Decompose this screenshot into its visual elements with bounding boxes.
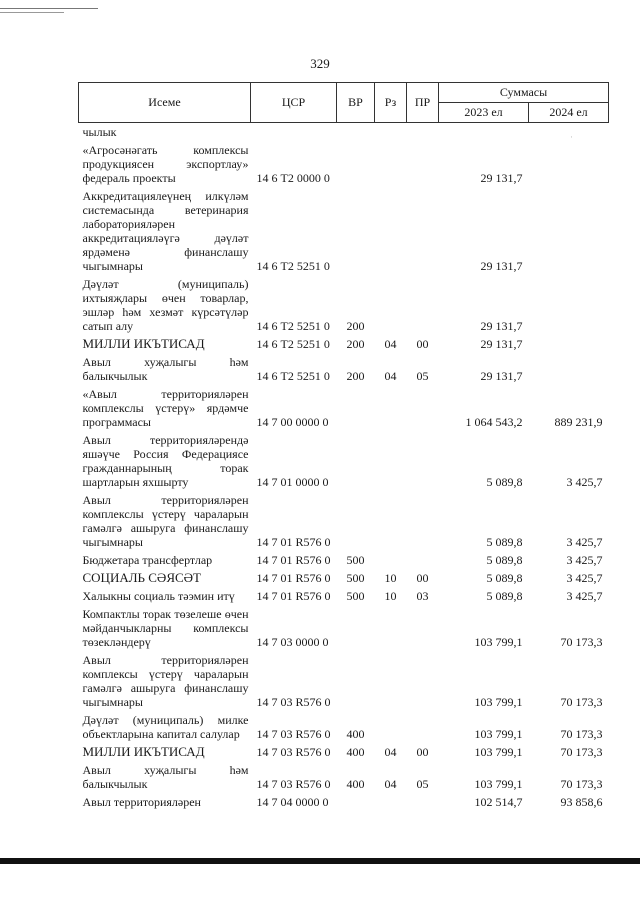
row-csr: 14 6 Т2 5251 0	[256, 337, 330, 351]
table-row	[79, 711, 609, 743]
row-sum-2024	[529, 141, 609, 187]
row-vr: 200	[346, 369, 365, 383]
row-sum-2024: 93 858,6	[560, 795, 603, 809]
row-name: «Авыл территорияләрен комплекслы үстерү» ярдәмче программасы	[82, 387, 249, 429]
header-sums: Суммасы	[439, 83, 609, 103]
row-sum-2024	[529, 123, 609, 142]
row-pr	[407, 551, 439, 569]
row-sum-2023: 5 089,8	[486, 553, 523, 567]
row-vr	[337, 431, 375, 491]
row-name: Авыл территорияләрен	[82, 795, 201, 809]
header-rz: Рз	[375, 83, 407, 123]
table-row	[79, 335, 609, 353]
row-csr: 14 7 01 R576 0	[256, 589, 331, 603]
row-rz	[375, 711, 407, 743]
row-csr: 14 7 03 0000 0	[256, 635, 329, 649]
budget-table	[78, 82, 609, 811]
row-csr: 14 6 Т2 5251 0	[256, 369, 330, 383]
table-row	[79, 761, 609, 793]
row-pr	[407, 123, 439, 142]
table-row	[79, 569, 609, 587]
row-sum-2023: 29 131,7	[480, 259, 523, 273]
row-sum-2024	[529, 275, 609, 335]
row-pr	[407, 187, 439, 275]
row-csr: 14 6 Т2 0000 0	[256, 171, 330, 185]
row-vr	[337, 123, 375, 142]
row-csr: 14 7 03 R576 0	[256, 727, 331, 741]
row-sum-2024: 3 425,7	[566, 475, 603, 489]
row-sum-2024: 70 173,3	[560, 777, 603, 791]
table-row	[79, 275, 609, 335]
row-pr	[407, 491, 439, 551]
row-name: Авыл хуҗалыгы һәм балыкчылык	[82, 763, 249, 791]
row-sum-2024: 3 425,7	[566, 535, 603, 549]
header-csr: ЦСР	[251, 83, 337, 123]
row-csr: 14 7 04 0000 0	[256, 795, 329, 809]
row-pr	[407, 141, 439, 187]
row-sum-2023: 103 799,1	[474, 777, 523, 791]
row-csr: 14 7 03 R576 0	[256, 695, 331, 709]
row-pr	[407, 793, 439, 811]
row-csr: 14 6 Т2 5251 0	[256, 259, 330, 273]
row-vr: 400	[346, 727, 365, 741]
header-name: Исеме	[79, 83, 251, 123]
row-sum-2023: 29 131,7	[480, 337, 523, 351]
table-body	[79, 123, 609, 812]
table-row	[79, 187, 609, 275]
row-sum-2023: 29 131,7	[480, 171, 523, 185]
table-row	[79, 431, 609, 491]
row-sum-2024: 70 173,3	[560, 727, 603, 741]
row-sum-2023: 29 131,7	[480, 319, 523, 333]
row-name: «Агросәнәгать комплексы продукциясен экспортлау» федераль проекты	[82, 143, 249, 185]
row-pr	[407, 605, 439, 651]
row-vr: 200	[346, 319, 365, 333]
row-sum-2024: 70 173,3	[560, 695, 603, 709]
row-sum-2023	[439, 123, 529, 142]
row-name: Дәүләт (муниципаль) ихтыяҗлары өчен товарлар, эшләр һәм хезмәт күрсәтүләр сатып алу	[82, 277, 249, 333]
row-vr	[337, 187, 375, 275]
row-name: Халыкны социаль тәэмин итү	[82, 589, 235, 603]
row-sum-2024	[529, 335, 609, 353]
row-csr: 14 7 01 R576 0	[256, 535, 331, 549]
table-row	[79, 793, 609, 811]
row-rz	[375, 385, 407, 431]
row-sum-2023: 5 089,8	[486, 571, 523, 585]
row-pr	[407, 431, 439, 491]
row-sum-2024: 70 173,3	[560, 745, 603, 759]
row-rz	[375, 651, 407, 711]
row-name: СОЦИАЛЬ СӘЯСӘТ	[82, 570, 201, 585]
row-vr: 500	[346, 571, 365, 585]
row-sum-2023: 103 799,1	[474, 635, 523, 649]
row-csr: 14 7 01 R576 0	[256, 571, 331, 585]
row-pr: 03	[416, 589, 429, 603]
row-name: Бюджетара трансфертлар	[82, 553, 213, 567]
row-sum-2023: 29 131,7	[480, 369, 523, 383]
row-csr: 14 6 Т2 5251 0	[256, 319, 330, 333]
row-sum-2024: 3 425,7	[566, 589, 603, 603]
row-vr: 500	[346, 589, 365, 603]
row-sum-2024: 70 173,3	[560, 635, 603, 649]
row-sum-2023: 5 089,8	[486, 589, 523, 603]
row-rz	[375, 275, 407, 335]
row-pr	[407, 711, 439, 743]
row-sum-2023: 5 089,8	[486, 535, 523, 549]
row-vr	[337, 605, 375, 651]
row-rz	[375, 551, 407, 569]
table-row	[79, 587, 609, 605]
row-vr	[337, 141, 375, 187]
row-name: Аккредитациялеүнең илкүләм системасында ветеринария лабораторияләрен аккредитацияләүгә дәүләт ярдәменә финанслашу чыгымнары	[82, 189, 249, 273]
row-rz	[375, 491, 407, 551]
row-rz	[375, 793, 407, 811]
row-sum-2024	[529, 187, 609, 275]
row-sum-2024: 889 231,9	[554, 415, 603, 429]
row-name: Авыл территорияләрен комплексы үстерү чараларын гамәлгә ашыруга финанслашу чыгымнары	[82, 653, 249, 709]
row-pr	[407, 385, 439, 431]
table-row	[79, 605, 609, 651]
header-year-2024: 2024 ел	[529, 103, 609, 123]
header-year-2023: 2023 ел	[439, 103, 529, 123]
row-vr	[337, 491, 375, 551]
table-row	[79, 123, 609, 142]
scan-speck: ·	[570, 132, 573, 142]
table-header	[79, 83, 609, 123]
row-csr: 14 7 03 R576 0	[256, 745, 331, 759]
scan-edge-line	[0, 8, 98, 9]
row-csr	[251, 123, 337, 142]
table-row	[79, 743, 609, 761]
scan-bottom-edge	[0, 858, 640, 864]
header-vr: ВР	[337, 83, 375, 123]
table-row	[79, 141, 609, 187]
row-name: Авыл территорияләрендә яшәүче Россия Федерациясе гражданнарының торак шартларын яхшырту	[82, 433, 249, 489]
row-sum-2024: 3 425,7	[566, 553, 603, 567]
row-sum-2023: 103 799,1	[474, 695, 523, 709]
row-csr: 14 7 00 0000 0	[256, 415, 329, 429]
row-vr	[337, 385, 375, 431]
row-pr: 00	[416, 337, 429, 351]
row-csr: 14 7 01 R576 0	[256, 553, 331, 567]
row-sum-2023: 102 514,7	[474, 795, 523, 809]
table-row	[79, 385, 609, 431]
row-sum-2023: 1 064 543,2	[465, 415, 523, 429]
table-row	[79, 353, 609, 385]
row-csr: 14 7 03 R576 0	[256, 777, 331, 791]
row-rz: 04	[384, 337, 397, 351]
row-vr: 200	[346, 337, 365, 351]
row-pr: 05	[416, 777, 429, 791]
row-pr: 00	[416, 571, 429, 585]
row-sum-2023: 103 799,1	[474, 745, 523, 759]
row-rz: 04	[384, 745, 397, 759]
row-rz	[375, 605, 407, 651]
table-row	[79, 651, 609, 711]
row-sum-2023: 5 089,8	[486, 475, 523, 489]
scan-edge-line	[0, 12, 64, 13]
row-vr	[337, 793, 375, 811]
row-sum-2023: 103 799,1	[474, 727, 523, 741]
header-pr: ПР	[407, 83, 439, 123]
row-rz: 10	[384, 571, 397, 585]
row-vr: 400	[346, 745, 365, 759]
page-number: 329	[310, 56, 330, 71]
table-row	[79, 551, 609, 569]
row-name: МИЛЛИ ИКЪТИСАД	[82, 744, 205, 759]
row-pr: 05	[416, 369, 429, 383]
table-row	[79, 491, 609, 551]
row-rz	[375, 141, 407, 187]
row-name: Дәүләт (муниципаль) милке объектларына капитал салулар	[82, 713, 249, 741]
row-sum-2024	[529, 353, 609, 385]
row-name: МИЛЛИ ИКЪТИСАД	[82, 336, 205, 351]
row-vr: 500	[346, 553, 365, 567]
row-rz: 04	[384, 369, 397, 383]
row-name: Авыл хуҗалыгы һәм балыкчылык	[82, 355, 249, 383]
row-pr	[407, 275, 439, 335]
row-pr	[407, 651, 439, 711]
row-rz	[375, 187, 407, 275]
row-rz: 04	[384, 777, 397, 791]
row-sum-2024: 3 425,7	[566, 571, 603, 585]
row-rz	[375, 123, 407, 142]
row-csr: 14 7 01 0000 0	[256, 475, 329, 489]
row-name: Авыл территорияләрен комплекслы үстерү чараларын гамәлгә ашыруга финанслашу чыгымнары	[82, 493, 249, 549]
row-pr: 00	[416, 745, 429, 759]
row-name: Компактлы торак төзелеше өчен мәйданчыкларны комплексы төзекләндерү	[82, 607, 249, 649]
row-rz: 10	[384, 589, 397, 603]
row-name: чылык	[82, 125, 117, 139]
row-vr	[337, 651, 375, 711]
row-vr: 400	[346, 777, 365, 791]
row-rz	[375, 431, 407, 491]
